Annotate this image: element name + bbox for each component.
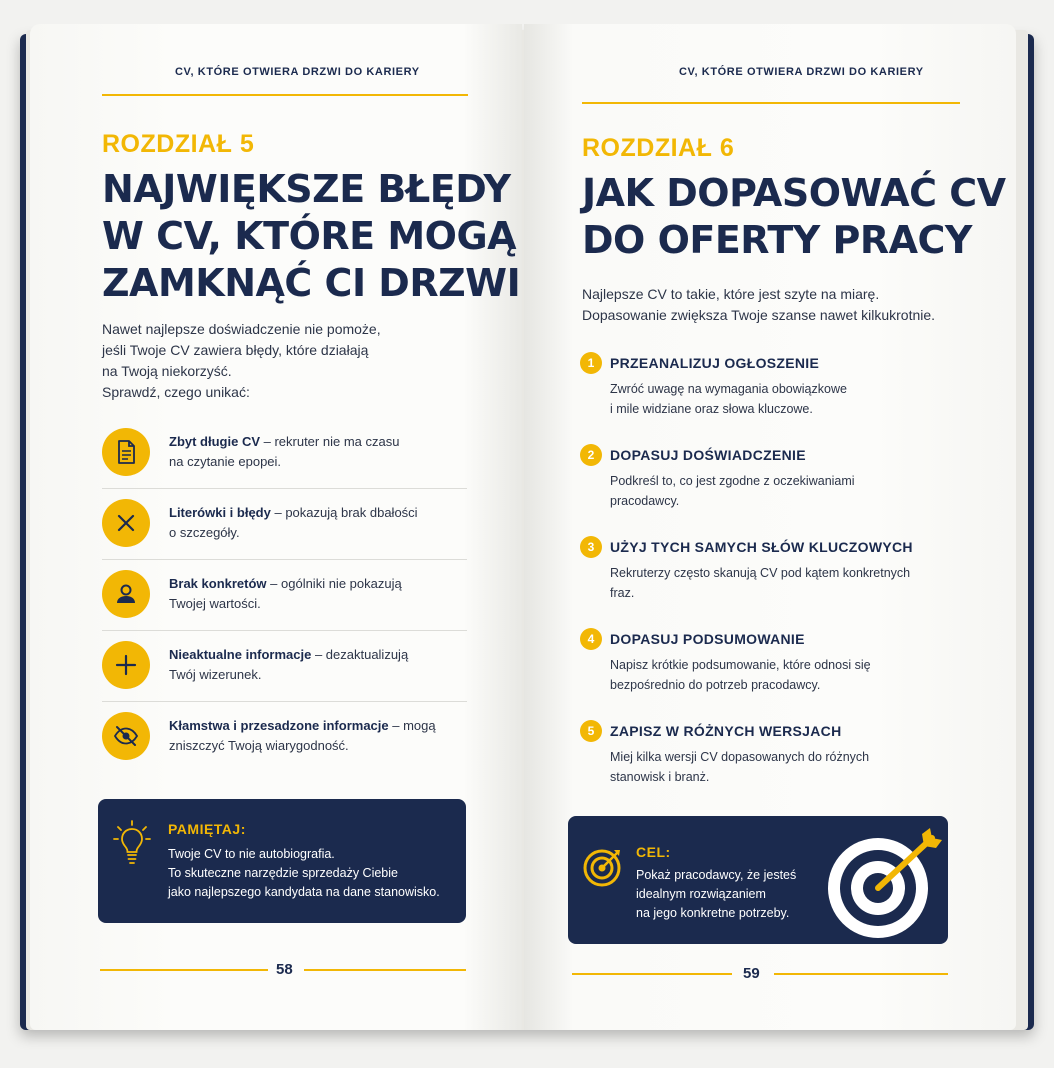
list-item-text xyxy=(169,645,469,685)
item-bold: Zbyt długie CV xyxy=(169,434,260,449)
target-small-icon xyxy=(582,846,624,893)
item-bold: Nieaktualne informacje xyxy=(169,647,312,662)
step-line: pracodawcy. xyxy=(610,494,680,508)
goal-box xyxy=(568,816,948,944)
goal-text xyxy=(636,866,796,923)
running-head: CV, KTÓRE OTWIERA DRZWI DO KARIERY xyxy=(679,66,924,78)
footer-rule xyxy=(100,969,268,971)
item-line2: Twój wizerunek. xyxy=(169,667,262,682)
title-line: JAK DOPASOWAĆ CV xyxy=(582,171,1006,215)
intro-text xyxy=(582,284,935,326)
step-line: Rekruterzy często skanują CV pod kątem konkretnych xyxy=(610,566,911,580)
tip-box xyxy=(98,799,466,923)
item-bold: Brak konkretów xyxy=(169,576,267,591)
eye-off-icon xyxy=(102,712,150,760)
goal-line: Pokaż pracodawcy, że jesteś xyxy=(636,868,797,882)
list-item xyxy=(102,712,467,782)
item-line2: Twojej wartości. xyxy=(169,596,261,611)
header-rule xyxy=(102,94,468,96)
goal-label: CEL: xyxy=(636,844,671,860)
step-number: 2 xyxy=(580,444,602,466)
step-number: 3 xyxy=(580,536,602,558)
right-page xyxy=(524,24,1016,1030)
plus-icon xyxy=(102,641,150,689)
list-item-text xyxy=(169,432,469,472)
step-line: stanowisk i branż. xyxy=(610,770,710,784)
chapter-title xyxy=(582,170,1006,264)
tip-line: jako najlepszego kandydata na dane stanowisko. xyxy=(168,885,440,899)
divider xyxy=(102,701,467,702)
tip-line: To skuteczne narzędzie sprzedaży Ciebie xyxy=(168,866,398,880)
step-title: PRZEANALIZUJ OGŁOSZENIE xyxy=(610,355,820,371)
person-icon xyxy=(102,570,150,618)
step-line: Zwróć uwagę na wymagania obowiązkowe xyxy=(610,382,847,396)
intro-line: Najlepsze CV to takie, które jest szyte na miarę. xyxy=(582,286,880,302)
title-line: ZAMKNĄĆ CI DRZWI xyxy=(102,261,521,306)
header-rule xyxy=(582,102,960,104)
item-bold: Kłamstwa i przesadzone informacje xyxy=(169,718,389,733)
goal-line: na jego konkretne potrzeby. xyxy=(636,906,790,920)
item-rest: – rekruter nie ma czasu xyxy=(260,434,400,449)
step-description xyxy=(610,747,930,787)
step-number: 4 xyxy=(580,628,602,650)
step-line: Miej kilka wersji CV dopasowanych do różnych xyxy=(610,750,870,764)
lightbulb-icon xyxy=(112,819,152,872)
item-line2: o szczegóły. xyxy=(169,525,240,540)
item-bold: Literówki i błędy xyxy=(169,505,271,520)
target-icon xyxy=(818,824,946,947)
title-line: DO OFERTY PRACY xyxy=(582,218,972,263)
step-line: fraz. xyxy=(610,586,635,600)
page-number: 59 xyxy=(743,965,760,982)
chapter-title xyxy=(102,166,520,307)
item-line2: na czytanie epopei. xyxy=(169,454,282,469)
divider xyxy=(102,630,467,631)
intro-line: Nawet najlepsze doświadczenie nie pomoże, xyxy=(102,321,381,337)
x-icon xyxy=(102,499,150,547)
item-rest: – pokazują brak dbałości xyxy=(270,505,418,520)
step-number: 5 xyxy=(580,720,602,742)
intro-line: jeśli Twoje CV zawiera błędy, które działają xyxy=(102,342,369,358)
step-title: ZAPISZ W RÓŻNYCH WERSJACH xyxy=(610,723,842,739)
item-rest: – ogólniki nie pokazują xyxy=(266,576,402,591)
intro-line: Sprawdź, czego unikać: xyxy=(102,384,250,400)
step-title: DOPASUJ DOŚWIADCZENIE xyxy=(610,447,806,463)
footer-rule xyxy=(774,973,948,975)
list-item-text xyxy=(169,716,469,756)
step-line: i mile widziane oraz słowa kluczowe. xyxy=(610,402,813,416)
step-line: bezpośrednio do potrzeb pracodawcy. xyxy=(610,678,821,692)
document-icon xyxy=(102,428,150,476)
chapter-label: ROZDZIAŁ 5 xyxy=(102,130,255,158)
step-title: UŻYJ TYCH SAMYCH SŁÓW KLUCZOWYCH xyxy=(610,539,913,555)
step-line: Napisz krótkie podsumowanie, które odnosi się xyxy=(610,658,871,672)
step-description xyxy=(610,471,930,511)
footer-rule xyxy=(572,973,732,975)
title-line: NAJWIĘKSZE BŁĘDY xyxy=(102,167,511,211)
intro-line: na Twoją niekorzyść. xyxy=(102,363,232,379)
list-item-text xyxy=(169,574,469,614)
tip-line: Twoje CV to nie autobiografia. xyxy=(168,847,335,861)
list-item-text xyxy=(169,503,469,543)
step-description xyxy=(610,655,930,695)
divider xyxy=(102,488,467,489)
step-number: 1 xyxy=(580,352,602,374)
item-rest: – dezaktualizują xyxy=(311,647,409,662)
step-description xyxy=(610,379,930,419)
intro-line: Dopasowanie zwiększa Twoje szanse nawet kilkukrotnie. xyxy=(582,307,936,323)
footer-rule xyxy=(304,969,466,971)
divider xyxy=(102,559,467,560)
step-line: Podkreśl to, co jest zgodne z oczekiwaniami xyxy=(610,474,855,488)
step-title: DOPASUJ PODSUMOWANIE xyxy=(610,631,805,647)
running-head: CV, KTÓRE OTWIERA DRZWI DO KARIERY xyxy=(175,66,420,78)
chapter-label: ROZDZIAŁ 6 xyxy=(582,134,735,162)
step-description xyxy=(610,563,930,603)
item-rest: – mogą xyxy=(388,718,436,733)
page-number: 58 xyxy=(276,961,293,978)
left-page xyxy=(30,24,522,1030)
tip-text xyxy=(168,845,440,902)
tip-label: PAMIĘTAJ: xyxy=(168,821,246,837)
title-line: W CV, KTÓRE MOGĄ xyxy=(102,214,517,259)
intro-text xyxy=(102,319,381,403)
goal-line: idealnym rozwiązaniem xyxy=(636,887,766,901)
item-line2: zniszczyć Twoją wiarygodność. xyxy=(169,738,349,753)
